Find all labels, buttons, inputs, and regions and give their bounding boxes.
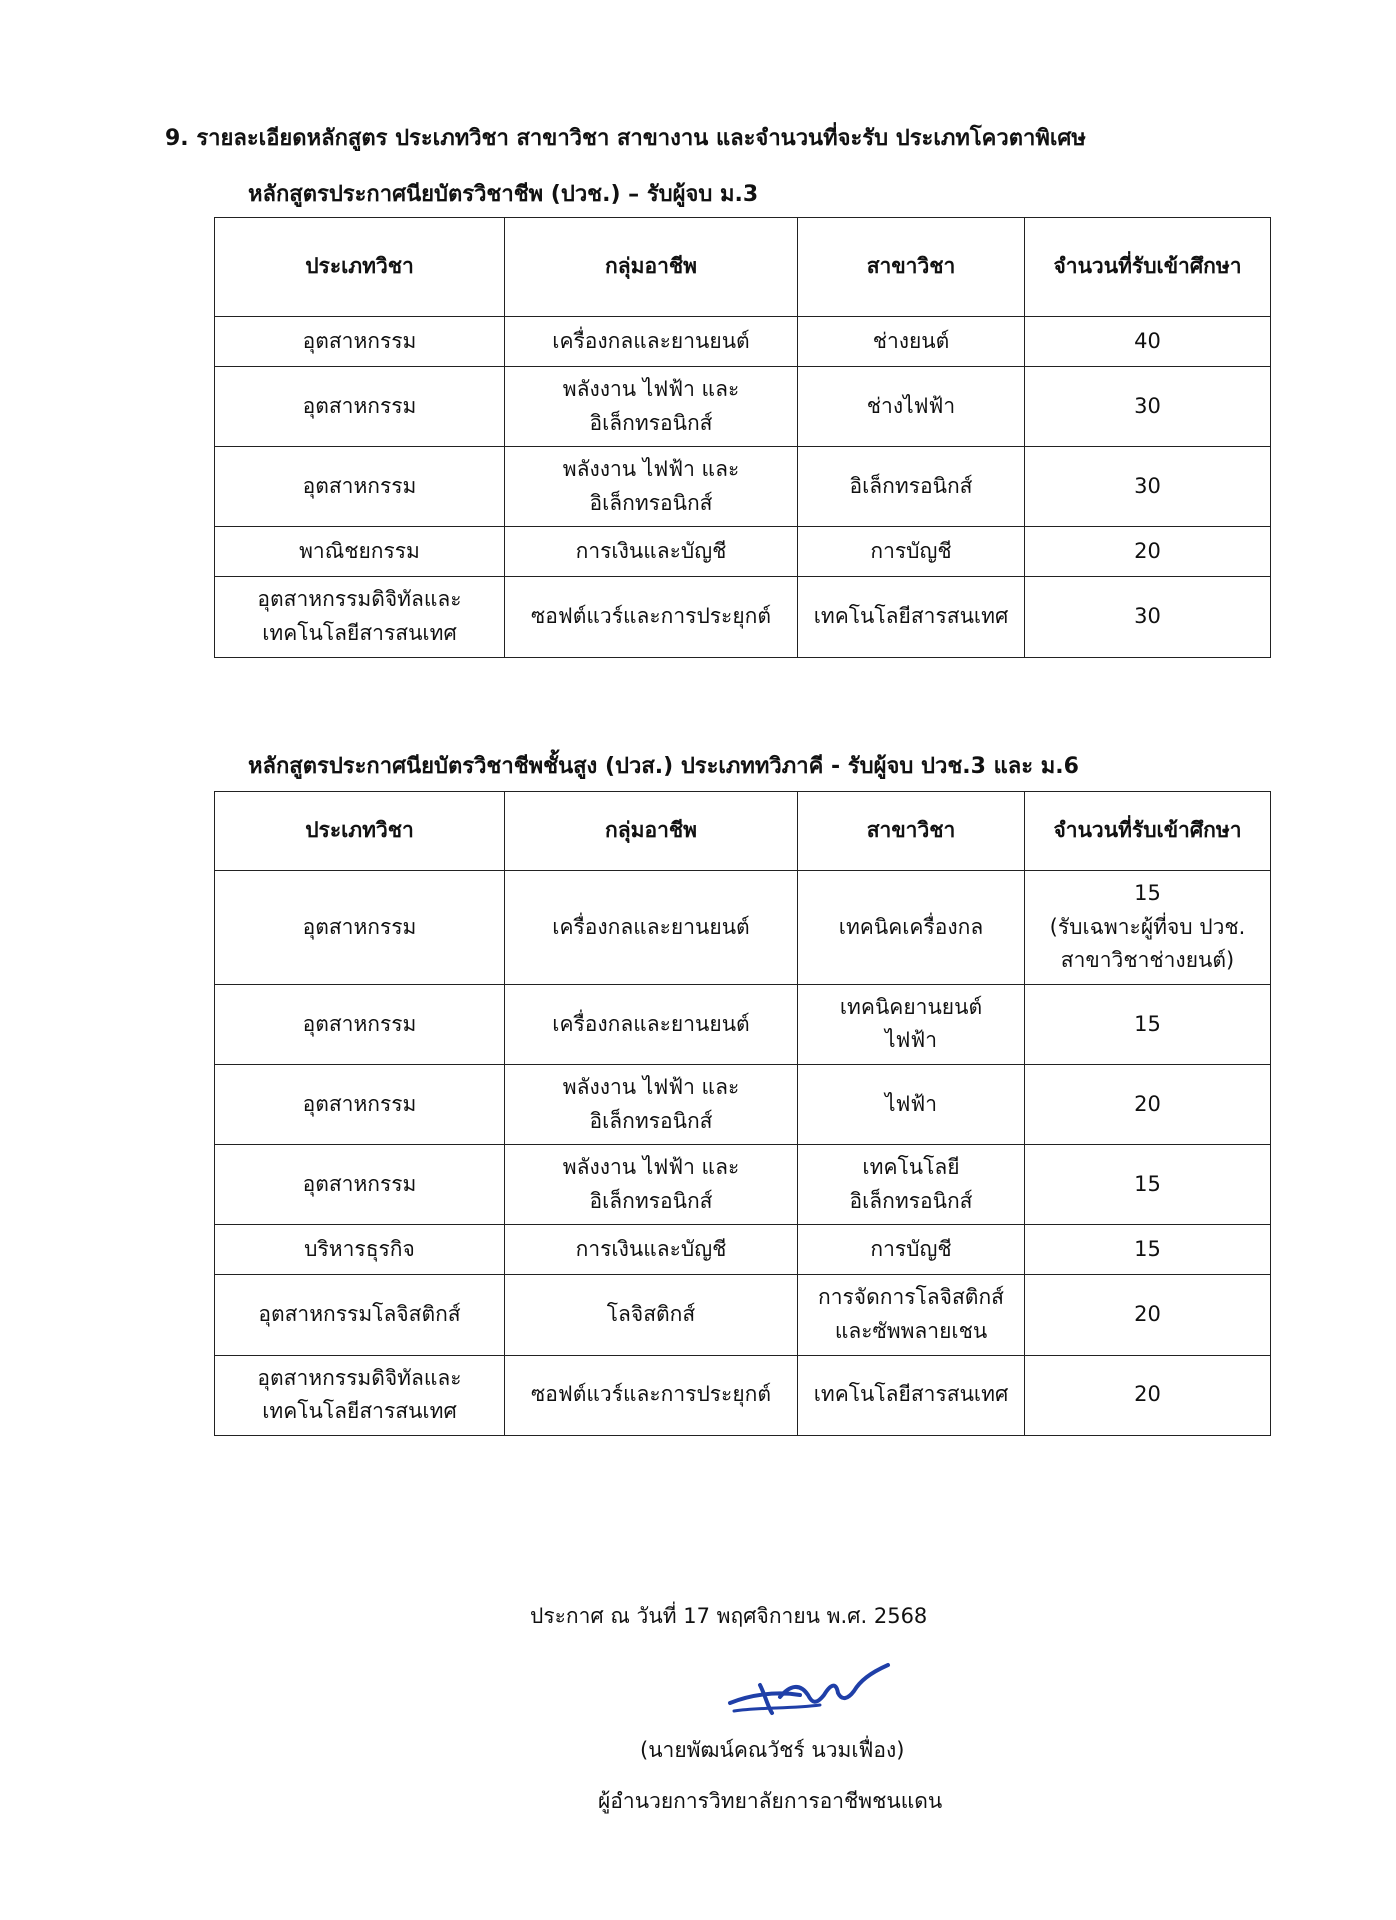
cell-major: ช่างยนต์ bbox=[798, 317, 1025, 367]
table-header-row bbox=[215, 218, 1271, 317]
header-category: ประเภทวิชา bbox=[215, 218, 505, 317]
cell-occupation-group: เครื่องกลและยานยนต์ bbox=[505, 984, 798, 1064]
signature-image bbox=[720, 1655, 900, 1725]
header-occupation-group: กลุ่มอาชีพ bbox=[505, 792, 798, 871]
table-row bbox=[215, 317, 1271, 367]
table-row bbox=[215, 577, 1271, 657]
cell-occupation-group: ซอฟต์แวร์และการประยุกต์ bbox=[505, 577, 798, 657]
cell-category: อุตสาหกรรม bbox=[215, 367, 505, 447]
announcement-date: ประกาศ ณ วันที่ 17 พฤศจิกายน พ.ศ. 2568 bbox=[530, 1604, 928, 1628]
cell-occupation-group: พลังงาน ไฟฟ้า และ อิเล็กทรอนิกส์ bbox=[505, 447, 798, 527]
cell-category: อุตสาหกรรม bbox=[215, 1145, 505, 1225]
cell-category: อุตสาหกรรมโลจิสติกส์ bbox=[215, 1275, 505, 1355]
section2-title: หลักสูตรประกาศนียบัตรวิชาชีพชั้นสูง (ปวส.) ประเภททวิภาคี - รับผู้จบ ปวช.3 และ ม.6 bbox=[248, 754, 1079, 779]
cell-category: อุตสาหกรรม bbox=[215, 317, 505, 367]
cell-quota: 20 bbox=[1025, 1275, 1271, 1355]
header-occupation-group: กลุ่มอาชีพ bbox=[505, 218, 798, 317]
cell-quota: 30 bbox=[1025, 577, 1271, 657]
table-row bbox=[215, 1275, 1271, 1355]
table-header-row bbox=[215, 792, 1271, 871]
cell-major: ไฟฟ้า bbox=[798, 1064, 1025, 1144]
cell-occupation-group: เครื่องกลและยานยนต์ bbox=[505, 871, 798, 985]
table-row bbox=[215, 871, 1271, 985]
cell-major: ช่างไฟฟ้า bbox=[798, 367, 1025, 447]
header-major: สาขาวิชา bbox=[798, 792, 1025, 871]
quota-table-higher-vocational bbox=[214, 791, 1271, 1436]
cell-quota: 20 bbox=[1025, 1064, 1271, 1144]
section1-title: หลักสูตรประกาศนียบัตรวิชาชีพ (ปวช.) – รับผู้จบ ม.3 bbox=[248, 182, 759, 207]
cell-major: การบัญชี bbox=[798, 527, 1025, 577]
cell-major: เทคโนโลยีสารสนเทศ bbox=[798, 1355, 1025, 1435]
cell-occupation-group: การเงินและบัญชี bbox=[505, 527, 798, 577]
cell-category: อุตสาหกรรมดิจิทัลและ เทคโนโลยีสารสนเทศ bbox=[215, 1355, 505, 1435]
table-row bbox=[215, 367, 1271, 447]
table-row bbox=[215, 1064, 1271, 1144]
cell-major: เทคโนโลยี อิเล็กทรอนิกส์ bbox=[798, 1145, 1025, 1225]
signer-title: ผู้อำนวยการวิทยาลัยการอาชีพชนแดน bbox=[598, 1789, 943, 1813]
cell-quota: 30 bbox=[1025, 447, 1271, 527]
cell-category: อุตสาหกรรมดิจิทัลและ เทคโนโลยีสารสนเทศ bbox=[215, 577, 505, 657]
cell-occupation-group: การเงินและบัญชี bbox=[505, 1225, 798, 1275]
header-quota: จำนวนที่รับเข้าศึกษา bbox=[1025, 792, 1271, 871]
cell-occupation-group: พลังงาน ไฟฟ้า และ อิเล็กทรอนิกส์ bbox=[505, 1145, 798, 1225]
cell-category: อุตสาหกรรม bbox=[215, 1064, 505, 1144]
table-row bbox=[215, 984, 1271, 1064]
table-row bbox=[215, 1145, 1271, 1225]
cell-quota: 15 bbox=[1025, 1145, 1271, 1225]
header-major: สาขาวิชา bbox=[798, 218, 1025, 317]
cell-occupation-group: พลังงาน ไฟฟ้า และ อิเล็กทรอนิกส์ bbox=[505, 1064, 798, 1144]
cell-major: เทคโนโลยีสารสนเทศ bbox=[798, 577, 1025, 657]
cell-quota: 40 bbox=[1025, 317, 1271, 367]
cell-major: การบัญชี bbox=[798, 1225, 1025, 1275]
cell-major: เทคนิคยานยนต์ ไฟฟ้า bbox=[798, 984, 1025, 1064]
cell-major: อิเล็กทรอนิกส์ bbox=[798, 447, 1025, 527]
quota-table-vocational bbox=[214, 217, 1271, 658]
cell-quota: 20 bbox=[1025, 527, 1271, 577]
table-row bbox=[215, 527, 1271, 577]
cell-category: อุตสาหกรรม bbox=[215, 871, 505, 985]
document-heading: 9. รายละเอียดหลักสูตร ประเภทวิชา สาขาวิชา สาขางาน และจำนวนที่จะรับ ประเภทโควตาพิเศษ bbox=[165, 126, 1086, 151]
table-row bbox=[215, 1225, 1271, 1275]
cell-occupation-group: โลจิสติกส์ bbox=[505, 1275, 798, 1355]
cell-quota: 30 bbox=[1025, 367, 1271, 447]
table-row bbox=[215, 1355, 1271, 1435]
header-category: ประเภทวิชา bbox=[215, 792, 505, 871]
header-quota: จำนวนที่รับเข้าศึกษา bbox=[1025, 218, 1271, 317]
cell-category: บริหารธุรกิจ bbox=[215, 1225, 505, 1275]
cell-category: พาณิชยกรรม bbox=[215, 527, 505, 577]
cell-major: การจัดการโลจิสติกส์ และซัพพลายเชน bbox=[798, 1275, 1025, 1355]
cell-occupation-group: ซอฟต์แวร์และการประยุกต์ bbox=[505, 1355, 798, 1435]
cell-category: อุตสาหกรรม bbox=[215, 984, 505, 1064]
signer-name: (นายพัฒน์คณวัชร์ นวมเฟื่อง) bbox=[640, 1738, 905, 1762]
cell-category: อุตสาหกรรม bbox=[215, 447, 505, 527]
cell-major: เทคนิคเครื่องกล bbox=[798, 871, 1025, 985]
cell-occupation-group: พลังงาน ไฟฟ้า และ อิเล็กทรอนิกส์ bbox=[505, 367, 798, 447]
table-row bbox=[215, 447, 1271, 527]
cell-occupation-group: เครื่องกลและยานยนต์ bbox=[505, 317, 798, 367]
cell-quota: 15 (รับเฉพาะผู้ที่จบ ปวช. สาขาวิชาช่างยนต์) bbox=[1025, 871, 1271, 985]
cell-quota: 20 bbox=[1025, 1355, 1271, 1435]
cell-quota: 15 bbox=[1025, 984, 1271, 1064]
cell-quota: 15 bbox=[1025, 1225, 1271, 1275]
